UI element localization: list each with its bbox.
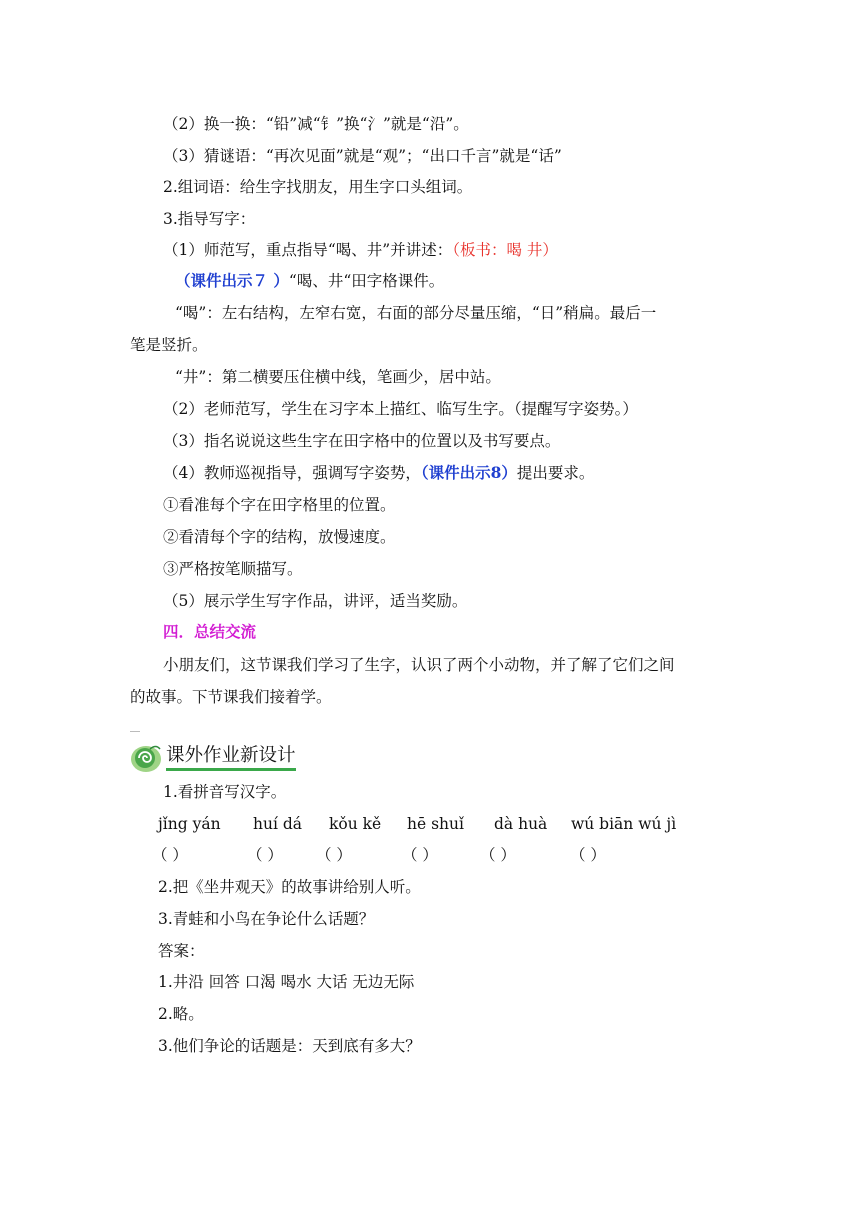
answer-blanks-row xyxy=(0,844,860,866)
text-line: （5）展示学生写字作品，讲评，适当奖励。 xyxy=(163,592,468,610)
pinyin: dà huà xyxy=(494,815,548,833)
answer-3: 3.他们争论的话题是：天到底有多大？ xyxy=(158,1037,421,1055)
text-line: （3）指名说说这些生字在田字格中的位置以及书写要点。 xyxy=(163,432,561,450)
question-1: 1.看拼音写汉字。 xyxy=(163,783,287,801)
text-span: 提出要求。 xyxy=(516,464,595,482)
text-line: “喝”：左右结构，左窄右宽，右面的部分尽量压缩，“日”稍扁。最后一 xyxy=(175,304,657,322)
courseware-note: （课件出示７ ） xyxy=(175,271,289,290)
question-2: 2.把《坐井观天》的故事讲给别人听。 xyxy=(158,878,421,896)
answer-blank: （ ） xyxy=(480,846,516,864)
text-line xyxy=(163,462,594,484)
homework-title: 课外作业新设计 xyxy=(166,744,296,771)
text-line xyxy=(163,239,558,261)
text-line: “井”：第二横要压住横中线，笔画少，居中站。 xyxy=(175,368,501,386)
answer-blank: （ ） xyxy=(570,846,606,864)
text-line xyxy=(175,270,444,292)
answer-blank: （ ） xyxy=(402,846,438,864)
pinyin: huí dá xyxy=(253,815,303,833)
text-line: ③严格按笔顺描写。 xyxy=(163,560,303,578)
green-swirl-icon xyxy=(130,741,162,773)
answer-2: 2.略。 xyxy=(158,1005,204,1023)
pinyin: wú biān wú jì xyxy=(571,815,677,833)
text-line: （3）猜谜语：“再次见面”就是“观”；“出口千言”就是“话” xyxy=(163,147,562,165)
question-3: 3.青蛙和小鸟在争论什么话题？ xyxy=(158,910,375,928)
text-span: （1）师范写，重点指导“喝、井”并讲述： xyxy=(163,241,453,259)
courseware-note: （课件出示8） xyxy=(420,463,517,482)
text-span: “喝、井“田字格课件。 xyxy=(288,272,445,290)
text-line: ①看准每个字在田字格里的位置。 xyxy=(163,496,396,514)
answer-1: 1.井沿 回答 口渴 喝水 大话 无边无际 xyxy=(158,973,415,991)
text-span: （4）教师巡视指导，强调写字姿势， xyxy=(163,464,421,482)
answer-label: 答案： xyxy=(158,942,205,960)
text-line: 笔是竖折。 xyxy=(130,336,208,354)
pinyin: kǒu kě xyxy=(329,815,382,833)
answer-blank: （ ） xyxy=(247,846,283,864)
text-line: （2）老师范写，学生在习字本上描红、临写生字。（提醒写字姿势。） xyxy=(163,400,638,418)
text-line: （2）换一换：“铅”减“钅”换“氵”就是“沿”。 xyxy=(163,115,469,133)
pinyin: hē shuǐ xyxy=(407,815,464,833)
text-line: 3.指导写字： xyxy=(163,210,256,228)
answer-blank: （ ） xyxy=(316,846,352,864)
homework-header xyxy=(130,740,310,772)
pinyin-row xyxy=(0,813,860,835)
answer-blank: （ ） xyxy=(152,846,188,864)
pinyin: jǐng yán xyxy=(158,815,221,833)
blackboard-note: （板书：喝 井） xyxy=(452,241,558,259)
section-heading: 四．总结交流 xyxy=(163,623,257,641)
text-line: 2.组词语：给生字找朋友，用生字口头组词。 xyxy=(163,178,473,196)
text-line: 的故事。下节课我们接着学。 xyxy=(130,688,332,706)
divider xyxy=(130,731,140,732)
text-line: 小朋友们，这节课我们学习了生字，认识了两个小动物，并了解了它们之间 xyxy=(163,656,675,674)
text-line: ②看清每个字的结构，放慢速度。 xyxy=(163,528,396,546)
